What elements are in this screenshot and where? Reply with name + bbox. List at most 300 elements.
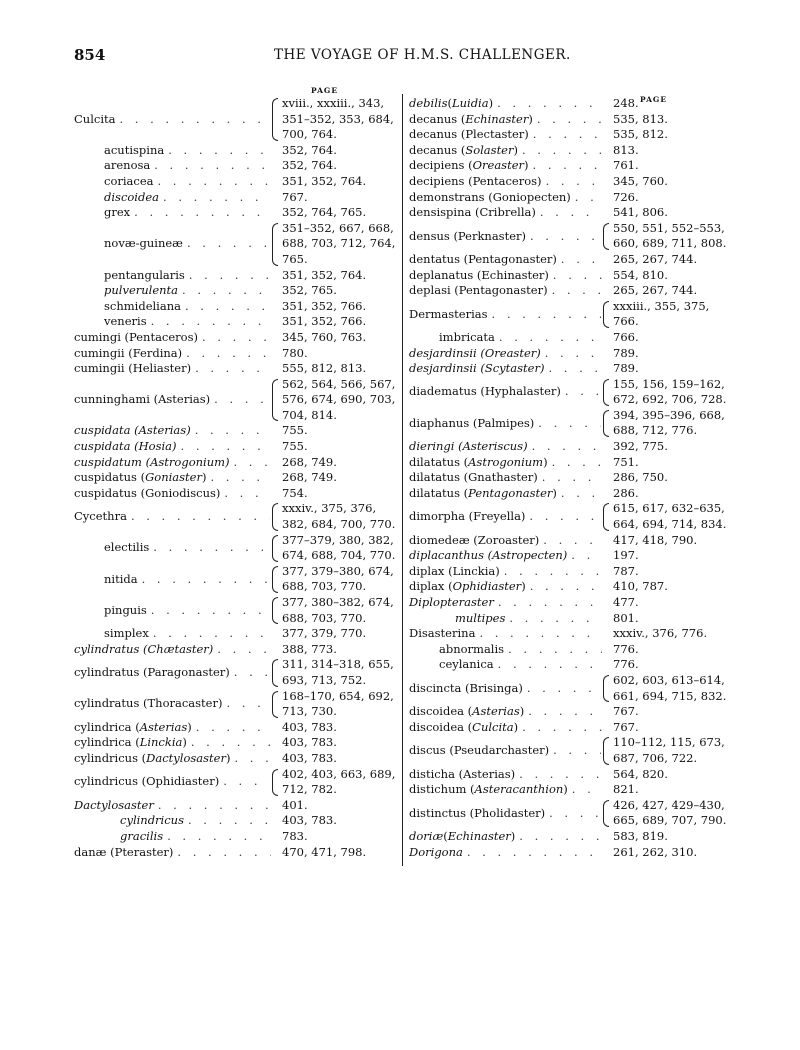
dot-leader (220, 486, 271, 502)
entry-name (409, 190, 602, 206)
dot-leader (154, 798, 271, 814)
entry-name-part: Luidia (451, 96, 489, 110)
page-reference-line: 576, 674, 690, 703, (282, 392, 396, 407)
page-reference-line: 311, 314–318, 655, (282, 657, 394, 672)
entry-name-part: diomedeæ (Zoroaster) (409, 532, 540, 547)
dot-leader (130, 205, 271, 221)
page-reference-line: 268, 749. (282, 454, 337, 469)
page-column-label: PAGE (640, 95, 668, 104)
index-entry (409, 455, 765, 471)
entry-name (409, 548, 602, 564)
entry-pages (282, 361, 396, 377)
entry-pages (613, 361, 765, 377)
page-reference-line: 776. (613, 641, 639, 656)
page-reference-line: 766. (613, 329, 639, 344)
index-entry (74, 283, 396, 299)
index-entry (409, 190, 765, 206)
entry-name-part: Dactylosaster (146, 750, 226, 765)
entry-name (409, 416, 601, 432)
entry-pages (613, 673, 765, 704)
index-entry (409, 252, 765, 268)
dot-leader (184, 813, 271, 829)
entry-name-part: ) (201, 470, 207, 485)
index-entry (74, 377, 396, 424)
entry-name-part: multipes (455, 610, 506, 625)
page-reference-line: 268, 749. (282, 470, 337, 485)
page-reference-line: 555, 812, 813. (282, 361, 367, 376)
entry-pages (282, 330, 396, 346)
page-reference-line: 168–170, 654, 692, (282, 688, 394, 703)
page-reference-line: 767. (282, 189, 308, 204)
entry-list (74, 96, 396, 860)
index-entry (409, 735, 765, 766)
index-entry (409, 283, 765, 299)
entry-name (409, 767, 602, 783)
entry-pages (613, 782, 765, 798)
entry-name-part: decipiens ( (409, 158, 473, 173)
page-reference-line: 688, 703, 770. (282, 579, 367, 594)
dot-leader (191, 361, 271, 377)
page-reference-line: 776. (613, 657, 639, 672)
page-reference-line: 660, 689, 711, 808. (613, 236, 727, 251)
entry-name-part: cumingii (Heliaster) (74, 361, 192, 376)
entry-pages (282, 564, 396, 595)
entry-name (74, 696, 270, 712)
brace-bracket (272, 503, 278, 530)
entry-name-part: imbricata (439, 329, 495, 344)
dot-leader (526, 579, 602, 595)
dot-leader (557, 252, 602, 268)
page-reference-line: 550, 551, 552–553, (613, 220, 725, 235)
index-entry (409, 595, 765, 611)
entry-pages (613, 143, 765, 159)
entry-name (409, 720, 602, 736)
entry-name-part: cuspidatum (Astrogonium) (74, 454, 230, 469)
entry-name-part: decanus ( (409, 111, 466, 126)
dot-leader (545, 806, 601, 822)
entry-pages (613, 798, 765, 829)
entry-name (74, 829, 271, 845)
page-reference-line: 754. (282, 485, 308, 500)
brace-bracket (272, 98, 278, 141)
page-reference-line: 661, 694, 715, 832. (613, 688, 727, 703)
entry-name-part: diaphanus (Palmipes) (409, 415, 535, 430)
dot-leader (504, 642, 602, 658)
entry-name (74, 174, 271, 190)
entry-pages (613, 96, 765, 112)
page-reference-line: 345, 760. (613, 173, 668, 188)
entry-name (74, 798, 271, 814)
page-reference-line: 351, 352, 766. (282, 298, 367, 313)
entry-pages (282, 158, 396, 174)
entry-name (409, 96, 602, 112)
entry-pages (613, 486, 765, 502)
page-reference-line: 351, 352, 764. (282, 173, 367, 188)
entry-name-part: Echinaster (447, 828, 511, 843)
page-reference-line: xxxiii., 355, 375, (613, 298, 710, 313)
entry-name-part: ) (513, 142, 518, 157)
entry-name-part: nitida (104, 571, 138, 586)
entry-name-part: ) (182, 735, 187, 750)
page-reference-line: 377, 379, 770. (282, 626, 367, 641)
dot-leader (495, 330, 602, 346)
dot-leader (542, 174, 602, 190)
entry-name-part: diplacanthus (Astropecten) (409, 548, 568, 563)
dot-leader (463, 845, 602, 861)
entry-name (74, 720, 271, 736)
entry-name-part: cuspidata (Hosia) (74, 439, 177, 454)
index-entry (409, 642, 765, 658)
entry-pages (613, 720, 765, 736)
entry-name (74, 112, 270, 128)
entry-name (409, 252, 602, 268)
index-entry (409, 346, 765, 362)
entry-pages (613, 642, 765, 658)
entry-name-part: discoidea ( (409, 719, 473, 734)
dot-leader (536, 205, 602, 221)
index-entry (409, 158, 765, 174)
dot-leader (515, 829, 602, 845)
index-entry (74, 845, 396, 861)
entry-pages (282, 377, 396, 424)
page-reference-line: 564, 820. (613, 766, 668, 781)
index-entry (74, 268, 396, 284)
index-entry (409, 579, 765, 595)
entry-pages (613, 127, 765, 143)
entry-name-part: dimorpha (Freyella) (409, 509, 526, 524)
dot-leader (557, 486, 602, 502)
entry-name (409, 564, 602, 580)
page-reference-line: 789. (613, 345, 639, 360)
entry-name (74, 330, 271, 346)
page-reference-line: 388, 773. (282, 641, 337, 656)
entry-name (74, 299, 271, 315)
entry-pages (282, 626, 396, 642)
page-number: 854 (74, 46, 106, 64)
entry-pages (613, 174, 765, 190)
entry-name-part: Dactylosaster (74, 797, 154, 812)
entry-name-part: cylindratus (Thoracaster) (74, 696, 223, 711)
index-entry (409, 829, 765, 845)
page-reference-line: 664, 694, 714, 834. (613, 517, 727, 532)
index-entry (74, 720, 396, 736)
index-column-right (409, 80, 765, 860)
index-entry (409, 439, 765, 455)
index-entry (74, 813, 396, 829)
dot-leader (528, 439, 602, 455)
entry-name (409, 642, 602, 658)
dot-leader (163, 829, 271, 845)
page-reference-line: 712, 782. (282, 782, 337, 797)
entry-pages (613, 330, 765, 346)
entry-name (409, 346, 602, 362)
entry-pages (282, 283, 396, 299)
dot-leader (115, 112, 270, 128)
entry-name-part: Asterias (472, 704, 520, 719)
entry-name-part: Diplopteraster (409, 595, 494, 609)
entry-name-part: cumingi (Pentaceros) (74, 329, 198, 344)
dot-leader (533, 112, 602, 128)
dot-leader (147, 314, 271, 330)
dot-leader (526, 229, 601, 245)
index-entry (74, 455, 396, 471)
entry-name (74, 751, 271, 767)
entry-name-part: cunninghami (Asterias) (74, 392, 211, 407)
entry-name-part: Oreaster (472, 158, 525, 173)
entry-pages (282, 657, 396, 688)
dot-leader (230, 455, 272, 471)
index-entry (74, 439, 396, 455)
page-reference-line: 261, 262, 310. (613, 844, 698, 859)
page-reference-line: 394, 395–396, 668, (613, 407, 725, 422)
entry-pages (613, 626, 765, 642)
entry-name-part: decanus (Plectaster) (409, 127, 529, 142)
entry-pages (613, 564, 765, 580)
entry-name-part: cuspidatus ( (74, 470, 146, 485)
index-entry (74, 174, 396, 190)
page-reference-line: 554, 810. (613, 267, 668, 282)
index-entry (74, 626, 396, 642)
entry-name-part: ) (524, 158, 529, 173)
entry-pages (613, 767, 765, 783)
entry-name (409, 681, 601, 697)
entry-pages (282, 689, 396, 720)
entry-name-part: cuspidatus (Goniodiscus) (74, 485, 221, 500)
entry-name (74, 268, 271, 284)
entry-name (409, 127, 602, 143)
index-entry (74, 595, 396, 626)
entry-name-part: Dorigona (409, 844, 463, 859)
entry-name (74, 470, 271, 486)
index-entry (409, 96, 765, 112)
entry-name (74, 361, 271, 377)
entry-pages (613, 455, 765, 471)
entry-pages (282, 143, 396, 159)
page-reference-line: 377, 379–380, 674, (282, 563, 394, 578)
index-entry (74, 158, 396, 174)
entry-pages (282, 501, 396, 532)
entry-name-part: dilatatus (Gnathaster) (409, 470, 538, 485)
entry-pages (282, 642, 396, 658)
brace-bracket (272, 769, 278, 796)
entry-name-part: ) (563, 782, 568, 797)
page-reference-line: 477. (613, 595, 639, 609)
page-reference-line: 403, 783. (282, 735, 337, 750)
entry-pages (282, 268, 396, 284)
entry-pages (613, 470, 765, 486)
brace-bracket (272, 223, 278, 266)
entry-name-part: deplanatus (Echinaster) (409, 267, 549, 282)
entry-name (74, 813, 271, 829)
entry-name-part: dieringi (Asteriscus) (409, 439, 528, 454)
entry-pages (613, 283, 765, 299)
entry-pages (282, 470, 396, 486)
entry-name (74, 572, 270, 588)
dot-leader (571, 190, 602, 206)
entry-name (409, 657, 602, 673)
index-entry (74, 798, 396, 814)
entry-pages (282, 595, 396, 626)
entry-name-part: Asterias (139, 719, 188, 734)
entry-name-part: arenosa (104, 158, 151, 173)
page-column-label: PAGE (311, 86, 339, 95)
entry-name (409, 626, 602, 642)
page-reference-line: 813. (613, 142, 639, 157)
entry-pages (613, 252, 765, 268)
column-divider (402, 94, 403, 866)
page-reference-line: 377, 380–382, 674, (282, 595, 394, 609)
entry-name (74, 158, 271, 174)
page-reference-line: 801. (613, 610, 639, 625)
index-entry (409, 486, 765, 502)
entry-name (409, 845, 602, 861)
dot-leader (185, 268, 271, 284)
index-entry (409, 361, 765, 377)
index-entry (74, 96, 396, 143)
dot-leader (524, 704, 602, 720)
index-entry (74, 143, 396, 159)
dot-leader (494, 595, 602, 611)
entry-pages (613, 501, 765, 532)
entry-name-part: Dermasterias (409, 306, 488, 321)
entry-pages (613, 657, 765, 673)
page-reference-line: 352, 764. (282, 142, 337, 157)
entry-name-part: densus (Perknaster) (409, 228, 526, 243)
entry-pages (282, 486, 396, 502)
index-entry (409, 205, 765, 221)
index-entry (74, 501, 396, 532)
entry-name-part: discincta (Brisinga) (409, 680, 523, 695)
index-entry (409, 720, 765, 736)
entry-name (409, 611, 602, 627)
dot-leader (178, 283, 271, 299)
entry-pages (282, 439, 396, 455)
brace-bracket (272, 566, 278, 593)
entry-pages (613, 190, 765, 206)
entry-name-part: pulverulenta (104, 283, 179, 298)
page-reference-line: 265, 267, 744. (613, 251, 698, 266)
entry-name (74, 392, 270, 408)
index-entry (409, 501, 765, 532)
entry-pages (613, 377, 765, 408)
index-entry (409, 143, 765, 159)
dot-leader (230, 665, 270, 681)
index-entry (409, 174, 765, 190)
dot-leader (149, 626, 271, 642)
entry-name-part: pentangularis (104, 267, 185, 282)
entry-name (74, 735, 271, 751)
entry-name-part: ) (513, 719, 519, 734)
index-entry (74, 642, 396, 658)
dot-leader (150, 158, 271, 174)
page-reference-line: 787. (613, 563, 639, 578)
entry-pages (282, 346, 396, 362)
entry-name-part: abnormalis (439, 641, 505, 656)
brace-bracket (603, 737, 609, 764)
dot-leader (541, 346, 602, 362)
dot-leader (534, 416, 601, 432)
brace-bracket (272, 691, 278, 718)
index-entry (409, 299, 765, 330)
entry-name (409, 361, 602, 377)
page-reference-line: 688, 703, 770. (282, 610, 367, 625)
page-reference-line: 403, 783. (282, 750, 337, 765)
dot-leader (127, 509, 270, 525)
index-entry (74, 346, 396, 362)
entry-name (74, 509, 270, 525)
dot-leader (561, 384, 601, 400)
brace-bracket (603, 379, 609, 406)
page-reference-line: 765. (282, 251, 308, 266)
entry-name (409, 782, 602, 798)
index-entry (409, 127, 765, 143)
index-entry (409, 845, 765, 861)
dot-leader (515, 767, 602, 783)
page-reference-line: 766. (613, 314, 639, 329)
entry-name (74, 774, 270, 790)
page-reference-line: 700, 764. (282, 127, 337, 142)
page-reference-line: 713, 730. (282, 704, 337, 719)
page-reference-line: 780. (282, 345, 308, 360)
page-reference-line: 417, 418, 790. (613, 532, 698, 547)
entry-name-part: discus (Pseudarchaster) (409, 743, 550, 758)
page-reference-line: xxxiv., 375, 376, (282, 501, 377, 516)
page-reference-line: 688, 712, 776. (613, 423, 698, 438)
entry-name-part: Disasterina (409, 626, 476, 641)
index-entry (409, 704, 765, 720)
entry-name-part: discoidea (104, 189, 160, 204)
entry-pages (282, 735, 396, 751)
entry-name (74, 236, 270, 252)
dot-leader (488, 307, 601, 323)
entry-pages (613, 268, 765, 284)
page-reference-line: 286, 750. (613, 470, 668, 485)
entry-pages (282, 829, 396, 845)
page-reference-line: 789. (613, 361, 639, 376)
entry-name-part: ) (528, 111, 533, 126)
page-reference-line: 674, 688, 704, 770. (282, 548, 396, 563)
entry-name (74, 486, 271, 502)
index-entry (409, 673, 765, 704)
dot-leader (548, 455, 602, 471)
entry-name (409, 704, 602, 720)
brace-bracket (603, 410, 609, 437)
entry-name-part: decanus ( (409, 142, 466, 157)
entry-pages (613, 408, 765, 439)
entry-name-part: cylindrica ( (74, 735, 140, 750)
entry-pages (613, 533, 765, 549)
entry-name (409, 229, 601, 245)
entry-name (409, 112, 602, 128)
brace-bracket (272, 535, 278, 562)
entry-name-part: ( (443, 828, 448, 843)
brace-bracket (272, 379, 278, 422)
entry-name-part: ) (187, 719, 192, 734)
dot-leader (529, 127, 602, 143)
page-reference-line: xviii., xxxiii., 343, (282, 96, 385, 110)
dot-leader (494, 657, 602, 673)
entry-pages (613, 829, 765, 845)
page-reference-line: 265, 267, 744. (613, 283, 698, 298)
entry-name-part: distichum ( (409, 782, 475, 797)
entry-name (409, 330, 602, 346)
entry-pages (613, 439, 765, 455)
page-reference-line: 704, 814. (282, 407, 337, 422)
entry-pages (282, 423, 396, 439)
index-entry (74, 735, 396, 751)
entry-name (409, 743, 601, 759)
entry-name (74, 626, 271, 642)
